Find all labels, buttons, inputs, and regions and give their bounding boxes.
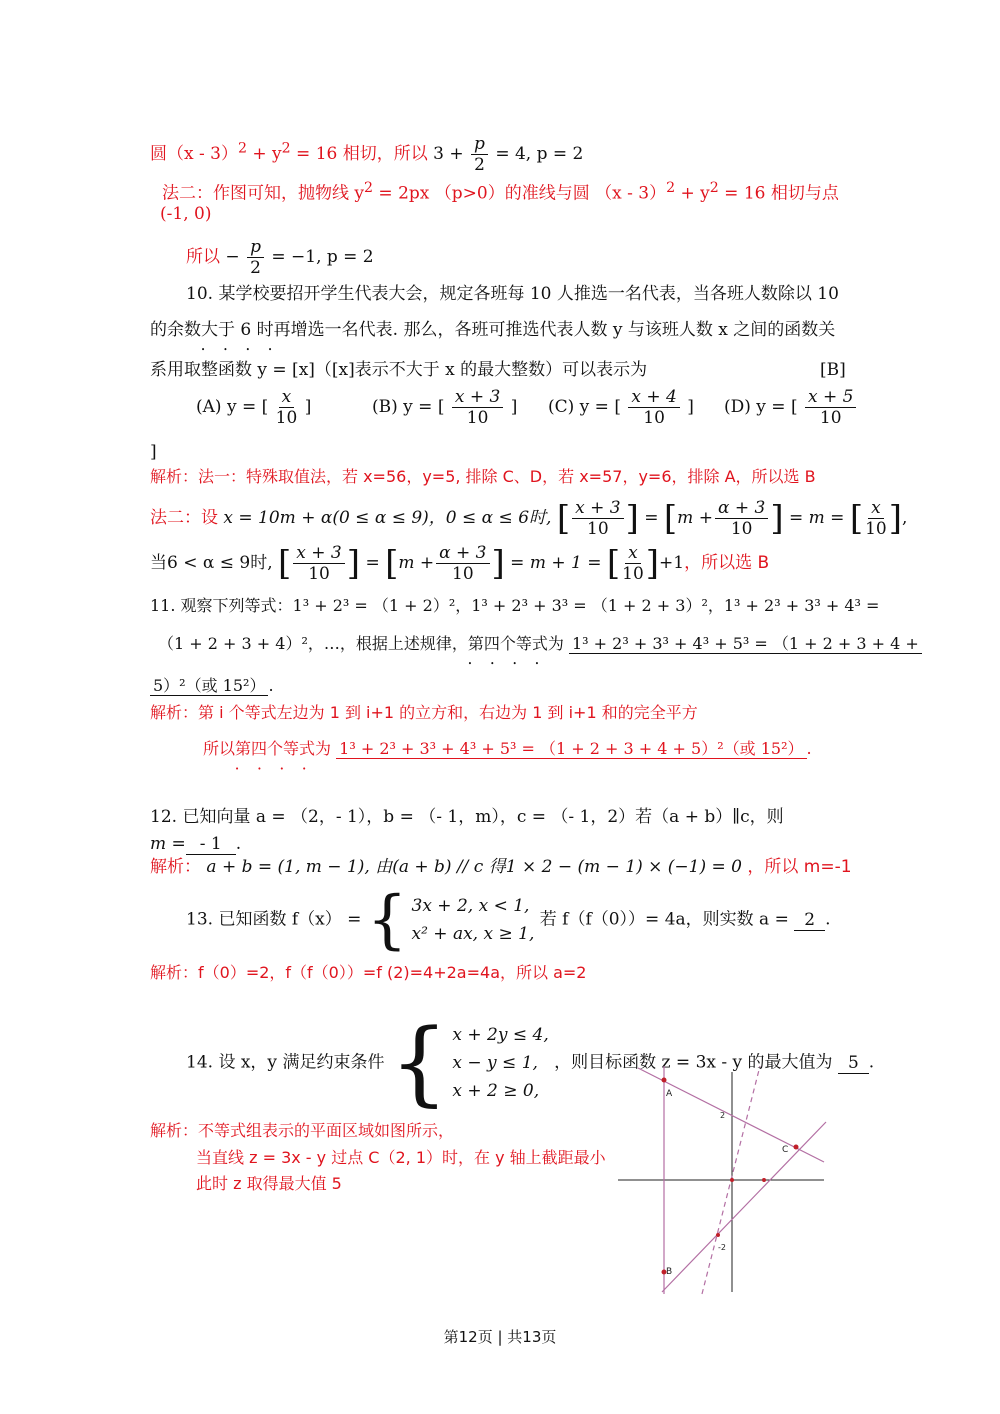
q11-line2: （1 + 2 + 3 + 4）²，…，根据上述规律，第四个 • • • •等式为 1³ + 2³ + 3³ + 4³ + 5³ = （1 + 2 + 3 + 4 + xyxy=(158,632,922,656)
q10-line2: 的余数大于 6 • • • • 时再增选一名代表. 那么，各班可推选代表人数 y 与该班人数 x 之间的函数关 xyxy=(150,318,835,342)
q10-option-d-close: ] xyxy=(150,442,157,462)
q10-answer: [B] xyxy=(820,360,846,380)
q12-line2: m = - 1 . xyxy=(150,834,242,854)
label-c: C xyxy=(782,1145,789,1155)
q10-option-a: (A) y = [ $\frac{x}{10}$ ] xyxy=(196,387,312,428)
q14-solution-line1: 解析：不等式组表示的平面区域如图所示， xyxy=(150,1121,455,1140)
q10-line1: 10. 某学校要招开学生代表大会，规定各班每 10 人推选一名代表，当各班人数除以 10 xyxy=(186,284,839,304)
feasible-region-graph xyxy=(610,1060,840,1300)
point-c xyxy=(794,1145,799,1150)
point-a xyxy=(662,1078,667,1083)
q10-option-d: (D) y = [ $\frac{x + 5}{10}$ xyxy=(724,387,858,428)
solution-line-tangent: 圆$(x - 3)^2 + y^2 = 16$ 相切，所以 3 + $\frac{p}{2}$ = 4, p = 2 xyxy=(150,134,584,175)
q11-solution-line2: 所以第四个 • • • •等式为 1³ + 2³ + 3³ + 4³ + 5³ = （1 + 2 + 3 + 4 + 5）²（或 15²） . xyxy=(203,737,812,761)
solution-method2-result: 所以 − $\frac{p}{2}$ = −1, p = 2 xyxy=(186,237,374,278)
q11-line3: 5）²（或 15²） . xyxy=(150,674,274,698)
page-footer: 第12页 | 共13页 xyxy=(443,1328,557,1346)
q10-solution-case2: 当6 < α ≤ 9时, [ $\frac{x + 3}{10}$ ] = [m + $\frac{\alpha + 3}{10}$ ] = m + 1 = [ $\frac{x}{10}$ ]+1，所以选 B xyxy=(150,543,770,584)
tick-2: 2 xyxy=(720,1111,726,1120)
q14-solution-line2: 当直线 z = 3x - y 过点 C（2, 1）时，在 y 轴上截距最小 xyxy=(196,1148,606,1167)
q13-solution: 解析：f（0）=2，f（f（0））=f (2)=4+2a=4a，所以 a=2 xyxy=(150,963,587,982)
q12-line1: 12. 已知向量 a = （2，- 1），b = （- 1，m），c = （- 1，2）若（a + b）∥c，则 xyxy=(150,807,784,827)
intersection-point xyxy=(762,1178,766,1182)
intersection-point xyxy=(730,1178,734,1182)
q14-solution-line3: 此时 z 取得最大值 5 xyxy=(196,1174,342,1193)
tick-minus-2: -2 xyxy=(718,1243,726,1252)
label-b: B xyxy=(666,1267,673,1277)
q10-option-b: (B) y = [ $\frac{x + 3}{10}$ ] xyxy=(372,387,518,428)
line-x-minus-y xyxy=(662,1122,826,1292)
q10-solution-method2: 法二：设 x = 10m + α(0 ≤ α ≤ 9)，0 ≤ α ≤ 6时, [ $\frac{x + 3}{10}$ ] = [m + $\frac{\alpha + 3}{10}$ ] = m = [ $\frac{x}{10}$ ], xyxy=(150,498,908,539)
q11-line1: 11. 观察下列等式：1³ + 2³ = （1 + 2）²，1³ + 2³ + 3³ = （1 + 2 + 3）²，1³ + 2³ + 3³ + 4³ = xyxy=(150,596,880,615)
q13-statement: 13. 已知函数 f（x） = { 3x + 2, x < 1, x² + ax, x ≥ 1, 若 f（f（0））= 4a，则实数 a = 2 . xyxy=(186,883,831,957)
q14-statement: 14. 设 x，y 满足约束条件 { x + 2y ≤ 4, x − y ≤ 1, x + 2 ≥ 0, ，则目标函数 z = 3x - y 的最大值为 5 . xyxy=(186,1009,875,1116)
q12-solution: 解析： a + b = (1, m − 1), 由(a + b) // c 得1 × 2 − (m − 1) × (−1) = 0 ，所以 m=-1 xyxy=(150,857,852,877)
q11-solution-line1: 解析：第 i 个等式左边为 1 到 i+1 的立方和，右边为 1 到 i+1 和的完全平方 xyxy=(150,703,698,722)
q10-solution-method1: 解析：法一：特殊取值法，若 x=56，y=5, 排除 C、D，若 x=57，y=6，排除 A，所以选 B xyxy=(150,467,816,486)
q10-option-c: (C) y = [ $\frac{x + 4}{10}$ ] xyxy=(548,387,694,428)
solution-method2-point: (-1, 0) xyxy=(160,204,212,224)
solution-method2-line1: 法二：作图可知，抛物线 $y^2 = 2px$ （p>0）的准线与圆 $(x - 3)^2 + y^2 = 16$ 相切与点 xyxy=(162,180,839,204)
intersection-point xyxy=(716,1233,720,1237)
label-a: A xyxy=(666,1089,673,1099)
q10-line3: 系用取整函数 y = [x]（[x]表示不大于 x 的最大整数）可以表示为 xyxy=(150,360,648,380)
